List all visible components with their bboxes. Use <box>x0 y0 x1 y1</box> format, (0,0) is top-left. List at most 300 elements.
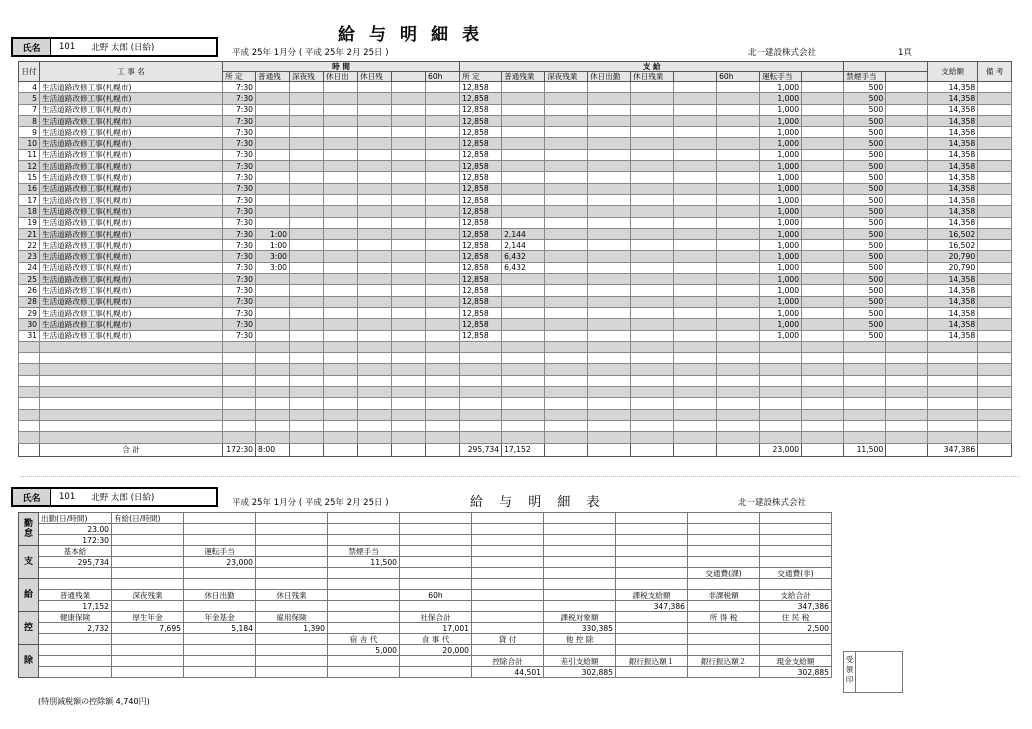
deduction-total-header: 控除合計 <box>472 656 544 667</box>
total-pay-sum: 347,386 <box>928 443 978 456</box>
pay-base-header: 基本給 <box>39 546 112 557</box>
row-p-futsu <box>502 330 545 341</box>
table-row <box>19 93 1012 104</box>
row-day: 5 <box>19 93 40 104</box>
row-p-futsu <box>502 194 545 205</box>
row-total: 14,358 <box>928 330 978 341</box>
empty-row <box>19 375 1012 386</box>
row-t-shotei: 7:30 <box>223 183 256 194</box>
row-p-kinen: 500 <box>844 285 886 296</box>
company-name: 北一建設株式会社 <box>748 48 817 58</box>
row-t-shotei: 7:30 <box>223 115 256 126</box>
row-p-kinen: 500 <box>844 194 886 205</box>
row-p-futsu <box>502 93 545 104</box>
table-row <box>19 228 1012 239</box>
row-p-unten: 1,000 <box>760 82 802 93</box>
dorm-fee-value: 5,000 <box>328 645 400 656</box>
pay-total-value: 347,386 <box>760 601 832 612</box>
row-p-unten: 1,000 <box>760 274 802 285</box>
row-total: 14,358 <box>928 194 978 205</box>
health-insurance-header: 健康保険 <box>39 612 112 623</box>
row-p-futsu <box>502 138 545 149</box>
row-p-kinen: 500 <box>844 172 886 183</box>
row-p-kinen: 500 <box>844 274 886 285</box>
pension-header: 厚生年金 <box>112 612 184 623</box>
receipt-stamp-box <box>843 651 903 693</box>
row-p-futsu <box>502 161 545 172</box>
row-work: 生活道路改修工事(札幌市) <box>40 285 223 296</box>
taxable-base-value: 330,385 <box>544 623 616 634</box>
table-row <box>19 149 1012 160</box>
row-work: 生活道路改修工事(札幌市) <box>40 194 223 205</box>
table-row <box>19 138 1012 149</box>
row-p-shotei: 12,858 <box>460 82 502 93</box>
row-p-kinen: 500 <box>844 262 886 273</box>
header-p-unten: 運転手当 <box>760 72 802 82</box>
row-t-shotei: 7:30 <box>223 206 256 217</box>
row-p-futsu <box>502 319 545 330</box>
row-p-kinen: 500 <box>844 93 886 104</box>
header-p-futsu: 普通残業 <box>502 72 545 82</box>
row-work: 生活道路改修工事(札幌市) <box>40 104 223 115</box>
summary-name-label: 氏名 <box>13 489 51 505</box>
row-p-shotei: 12,858 <box>460 172 502 183</box>
row-t-shotei: 7:30 <box>223 262 256 273</box>
empty-row <box>19 432 1012 443</box>
dorm-fee-header: 宿 舎 代 <box>328 634 400 645</box>
row-p-shotei: 12,858 <box>460 115 502 126</box>
bank-transfer-2-header: 銀行振込額２ <box>688 656 760 667</box>
pay-base-value: 295,734 <box>39 557 112 568</box>
row-p-shotei: 12,858 <box>460 240 502 251</box>
row-p-kinen: 500 <box>844 307 886 318</box>
row-t-futsu <box>256 115 290 126</box>
row-p-unten: 1,000 <box>760 161 802 172</box>
table-row <box>19 82 1012 93</box>
row-total: 16,502 <box>928 240 978 251</box>
row-total: 20,790 <box>928 262 978 273</box>
row-p-futsu <box>502 115 545 126</box>
row-work: 生活道路改修工事(札幌市) <box>40 183 223 194</box>
net-pay-value: 302,885 <box>544 667 616 678</box>
empty-row <box>19 364 1012 375</box>
row-p-futsu: 2,144 <box>502 240 545 251</box>
row-p-futsu <box>502 217 545 228</box>
summary-employee-name: 北野 太郎 (日給) <box>91 493 155 503</box>
row-work: 生活道路改修工事(札幌市) <box>40 161 223 172</box>
row-t-shotei: 7:30 <box>223 149 256 160</box>
row-p-shotei: 12,858 <box>460 127 502 138</box>
row-t-shotei: 7:30 <box>223 240 256 251</box>
row-p-kinen: 500 <box>844 183 886 194</box>
resident-tax-header: 住 民 税 <box>760 612 832 623</box>
header-p-shinya: 深夜残業 <box>545 72 588 82</box>
row-p-unten: 1,000 <box>760 262 802 273</box>
row-p-shotei: 12,858 <box>460 285 502 296</box>
transport-taxable-header: 交通費(課) <box>688 568 760 579</box>
meal-fee-header: 食 事 代 <box>400 634 472 645</box>
row-t-futsu <box>256 93 290 104</box>
row-p-shotei: 12,858 <box>460 262 502 273</box>
summary-company-name: 北一建設株式会社 <box>738 498 807 508</box>
page-number: 1頁 <box>898 48 912 58</box>
row-p-kinen: 500 <box>844 319 886 330</box>
table-row <box>19 183 1012 194</box>
row-p-futsu <box>502 296 545 307</box>
employment-insurance-header: 雇用保険 <box>256 612 328 623</box>
overtime-header: 普通残業 <box>39 590 112 601</box>
table-row <box>19 115 1012 126</box>
row-total: 14,358 <box>928 274 978 285</box>
sixty-hour-header: 60h <box>400 590 472 601</box>
row-total: 14,358 <box>928 149 978 160</box>
table-row <box>19 285 1012 296</box>
row-p-kinen: 500 <box>844 330 886 341</box>
row-work: 生活道路改修工事(札幌市) <box>40 296 223 307</box>
row-day: 30 <box>19 319 40 330</box>
row-total: 14,358 <box>928 172 978 183</box>
row-p-futsu <box>502 82 545 93</box>
summary-pay-period: 平成 25年 1月分 ( 平成 25年 2月 25日 ) <box>232 498 389 508</box>
row-day: 31 <box>19 330 40 341</box>
row-t-futsu <box>256 217 290 228</box>
row-p-futsu <box>502 274 545 285</box>
row-p-unten: 1,000 <box>760 149 802 160</box>
pension-value: 7,695 <box>112 623 184 634</box>
pay-total-header: 支給合計 <box>760 590 832 601</box>
footnote: (特別減税額の控除額 4,740円) <box>38 697 150 706</box>
separator <box>20 476 1020 477</box>
row-t-shotei: 7:30 <box>223 319 256 330</box>
summary-name-box <box>11 487 218 507</box>
bank-transfer-1-header: 銀行振込額１ <box>616 656 688 667</box>
name-label: 氏名 <box>13 39 51 55</box>
row-total: 14,358 <box>928 82 978 93</box>
row-p-futsu <box>502 206 545 217</box>
row-p-unten: 1,000 <box>760 93 802 104</box>
header-p-kyuzan: 休日残業 <box>631 72 674 82</box>
net-pay-header: 差引支給額 <box>544 656 616 667</box>
row-total: 14,358 <box>928 138 978 149</box>
row-day: 8 <box>19 115 40 126</box>
meal-fee-value: 20,000 <box>400 645 472 656</box>
row-t-shotei: 7:30 <box>223 82 256 93</box>
header-time-group: 時 間 <box>223 62 460 72</box>
header-t-shotei: 所 定 <box>223 72 256 82</box>
row-p-futsu <box>502 285 545 296</box>
overtime-value: 17,152 <box>39 601 112 612</box>
header-t-60h: 60h <box>426 72 460 82</box>
row-total: 14,358 <box>928 161 978 172</box>
employee-number: 101 <box>59 42 76 52</box>
taxable-pay-value: 347,386 <box>616 601 688 612</box>
row-p-futsu: 2,144 <box>502 228 545 239</box>
row-t-futsu <box>256 319 290 330</box>
resident-tax-value: 2,500 <box>760 623 832 634</box>
row-p-kinen: 500 <box>844 217 886 228</box>
row-t-futsu <box>256 149 290 160</box>
pay-section-label-top: 支 <box>19 546 39 579</box>
row-day: 19 <box>19 217 40 228</box>
row-t-futsu <box>256 82 290 93</box>
row-p-unten: 1,000 <box>760 104 802 115</box>
attendance-work-header: 出勤(日/時間) <box>39 513 112 524</box>
row-t-futsu <box>256 127 290 138</box>
row-day: 16 <box>19 183 40 194</box>
row-t-futsu <box>256 104 290 115</box>
empty-row <box>19 398 1012 409</box>
total-p-kinen: 11,500 <box>844 443 886 456</box>
table-row <box>19 217 1012 228</box>
header-t-kyujitsu: 休日出 <box>324 72 358 82</box>
row-work: 生活道路改修工事(札幌市) <box>40 82 223 93</box>
table-row <box>19 161 1012 172</box>
summary-title: 給 与 明 細 表 <box>470 495 606 510</box>
row-p-shotei: 12,858 <box>460 330 502 341</box>
row-p-unten: 1,000 <box>760 138 802 149</box>
row-t-shotei: 7:30 <box>223 217 256 228</box>
row-p-kinen: 500 <box>844 251 886 262</box>
row-t-shotei: 7:30 <box>223 172 256 183</box>
table-row <box>19 319 1012 330</box>
row-t-shotei: 7:30 <box>223 127 256 138</box>
total-p-futsu: 17,152 <box>502 443 545 456</box>
other-deduction-header: 他 控 除 <box>544 634 616 645</box>
table-row <box>19 240 1012 251</box>
row-day: 26 <box>19 285 40 296</box>
empty-row <box>19 409 1012 420</box>
table-row <box>19 307 1012 318</box>
row-t-futsu <box>256 172 290 183</box>
row-p-unten: 1,000 <box>760 307 802 318</box>
header-total-pay: 支給額 <box>928 62 978 82</box>
total-t-futsu: 8:00 <box>256 443 290 456</box>
row-p-shotei: 12,858 <box>460 183 502 194</box>
row-p-shotei: 12,858 <box>460 149 502 160</box>
row-t-shotei: 7:30 <box>223 104 256 115</box>
row-work: 生活道路改修工事(札幌市) <box>40 319 223 330</box>
row-work: 生活道路改修工事(札幌市) <box>40 115 223 126</box>
row-p-futsu <box>502 183 545 194</box>
row-t-shotei: 7:30 <box>223 296 256 307</box>
row-p-futsu: 6,432 <box>502 251 545 262</box>
row-t-futsu <box>256 330 290 341</box>
row-p-shotei: 12,858 <box>460 274 502 285</box>
row-t-shotei: 7:30 <box>223 274 256 285</box>
row-p-shotei: 12,858 <box>460 194 502 205</box>
attendance-days: 23.00 <box>39 524 112 535</box>
health-insurance-value: 2,732 <box>39 623 112 634</box>
row-day: 23 <box>19 251 40 262</box>
receipt-stamp-label: 受領印 <box>844 652 856 692</box>
attendance-hours: 172:30 <box>39 535 112 546</box>
table-row <box>19 262 1012 273</box>
employee-name-box <box>11 37 218 57</box>
row-t-shotei: 7:30 <box>223 138 256 149</box>
row-work: 生活道路改修工事(札幌市) <box>40 127 223 138</box>
row-day: 12 <box>19 161 40 172</box>
night-overtime-header: 深夜残業 <box>112 590 184 601</box>
pay-unten-header: 運転手当 <box>184 546 256 557</box>
attendance-leave-header: 有給(日/時間) <box>112 513 184 524</box>
row-t-futsu <box>256 194 290 205</box>
taxable-pay-header: 課税支給額 <box>616 590 688 601</box>
row-p-unten: 1,000 <box>760 206 802 217</box>
row-p-shotei: 12,858 <box>460 217 502 228</box>
pay-unten-value: 23,000 <box>184 557 256 568</box>
row-t-shotei: 7:30 <box>223 161 256 172</box>
row-p-unten: 1,000 <box>760 115 802 126</box>
row-t-futsu: 1:00 <box>256 228 290 239</box>
row-p-kinen: 500 <box>844 127 886 138</box>
row-p-kinen: 500 <box>844 115 886 126</box>
row-total: 14,358 <box>928 115 978 126</box>
row-total: 14,358 <box>928 183 978 194</box>
total-t-shotei: 172:30 <box>223 443 256 456</box>
taxable-base-header: 課税対象額 <box>544 612 616 623</box>
empty-row <box>19 341 1012 352</box>
row-day: 17 <box>19 194 40 205</box>
row-day: 15 <box>19 172 40 183</box>
row-p-kinen: 500 <box>844 138 886 149</box>
row-p-kinen: 500 <box>844 149 886 160</box>
row-total: 14,358 <box>928 93 978 104</box>
header-work: 工 事 名 <box>40 62 223 82</box>
row-work: 生活道路改修工事(札幌市) <box>40 330 223 341</box>
row-day: 24 <box>19 262 40 273</box>
row-p-unten: 1,000 <box>760 172 802 183</box>
row-total: 20,790 <box>928 251 978 262</box>
row-p-shotei: 12,858 <box>460 319 502 330</box>
row-work: 生活道路改修工事(札幌市) <box>40 228 223 239</box>
header-p-shotei: 所 定 <box>460 72 502 82</box>
row-p-unten: 1,000 <box>760 240 802 251</box>
header-t-futsu: 普通残 <box>256 72 290 82</box>
table-row <box>19 296 1012 307</box>
pay-section-label-bottom: 給 <box>19 579 39 612</box>
row-p-futsu <box>502 104 545 115</box>
loan-header: 貸 付 <box>472 634 544 645</box>
row-t-shotei: 7:30 <box>223 307 256 318</box>
row-p-shotei: 12,858 <box>460 93 502 104</box>
social-insurance-total-value: 17,001 <box>400 623 472 634</box>
row-p-unten: 1,000 <box>760 285 802 296</box>
pay-kinen-header: 禁煙手当 <box>328 546 400 557</box>
header-t-kyuzan: 休日残 <box>358 72 392 82</box>
row-day: 7 <box>19 104 40 115</box>
row-total: 14,358 <box>928 127 978 138</box>
row-t-futsu <box>256 285 290 296</box>
holiday-overtime-header: 休日残業 <box>256 590 328 601</box>
row-total: 14,358 <box>928 307 978 318</box>
employment-insurance-value: 1,390 <box>256 623 328 634</box>
pension-fund-header: 年金基金 <box>184 612 256 623</box>
row-p-shotei: 12,858 <box>460 307 502 318</box>
row-p-kinen: 500 <box>844 240 886 251</box>
page-title: 給与明細表 <box>338 25 493 45</box>
row-work: 生活道路改修工事(札幌市) <box>40 138 223 149</box>
row-day: 4 <box>19 82 40 93</box>
row-p-shotei: 12,858 <box>460 251 502 262</box>
empty-row <box>19 387 1012 398</box>
row-work: 生活道路改修工事(札幌市) <box>40 262 223 273</box>
nontaxable-header: 非課税額 <box>688 590 760 601</box>
row-day: 25 <box>19 274 40 285</box>
row-day: 11 <box>19 149 40 160</box>
table-row <box>19 194 1012 205</box>
row-total: 14,358 <box>928 104 978 115</box>
row-p-kinen: 500 <box>844 296 886 307</box>
row-p-futsu <box>502 149 545 160</box>
row-p-unten: 1,000 <box>760 183 802 194</box>
row-t-futsu <box>256 296 290 307</box>
detail-table <box>18 61 1012 457</box>
row-p-unten: 1,000 <box>760 251 802 262</box>
income-tax-header: 所 得 税 <box>688 612 760 623</box>
row-p-futsu <box>502 172 545 183</box>
summary-table <box>18 512 832 678</box>
row-t-futsu: 3:00 <box>256 262 290 273</box>
deduct-section-label-top: 控 <box>19 612 39 645</box>
cash-pay-value: 302,885 <box>760 667 832 678</box>
row-t-futsu: 3:00 <box>256 251 290 262</box>
row-p-unten: 1,000 <box>760 296 802 307</box>
row-p-unten: 1,000 <box>760 319 802 330</box>
row-t-shotei: 7:30 <box>223 228 256 239</box>
row-p-kinen: 500 <box>844 82 886 93</box>
row-p-futsu: 6,432 <box>502 262 545 273</box>
row-total: 16,502 <box>928 228 978 239</box>
row-p-unten: 1,000 <box>760 194 802 205</box>
header-note: 備 考 <box>978 62 1012 82</box>
transport-nontaxable-header: 交通費(非) <box>760 568 832 579</box>
empty-row <box>19 353 1012 364</box>
header-p-kyujitsu: 休日出勤 <box>588 72 631 82</box>
row-work: 生活道路改修工事(札幌市) <box>40 206 223 217</box>
row-t-shotei: 7:30 <box>223 93 256 104</box>
summary-employee-number: 101 <box>59 492 76 502</box>
row-p-unten: 1,000 <box>760 228 802 239</box>
row-total: 14,358 <box>928 285 978 296</box>
table-row <box>19 172 1012 183</box>
row-t-futsu: 1:00 <box>256 240 290 251</box>
row-work: 生活道路改修工事(札幌市) <box>40 307 223 318</box>
row-t-futsu <box>256 274 290 285</box>
row-p-kinen: 500 <box>844 206 886 217</box>
row-t-futsu <box>256 161 290 172</box>
row-day: 28 <box>19 296 40 307</box>
row-work: 生活道路改修工事(札幌市) <box>40 217 223 228</box>
row-total: 14,358 <box>928 206 978 217</box>
social-insurance-total-header: 社保合計 <box>400 612 472 623</box>
row-total: 14,358 <box>928 319 978 330</box>
header-p-60h: 60h <box>717 72 760 82</box>
row-work: 生活道路改修工事(札幌市) <box>40 172 223 183</box>
table-row <box>19 206 1012 217</box>
header-t-shinya: 深夜残 <box>290 72 324 82</box>
row-work: 生活道路改修工事(札幌市) <box>40 274 223 285</box>
row-day: 18 <box>19 206 40 217</box>
row-day: 9 <box>19 127 40 138</box>
row-p-shotei: 12,858 <box>460 104 502 115</box>
row-work: 生活道路改修工事(札幌市) <box>40 240 223 251</box>
employee-name: 北野 太郎 (日給) <box>91 43 155 53</box>
row-t-futsu <box>256 138 290 149</box>
row-p-shotei: 12,858 <box>460 138 502 149</box>
row-p-kinen: 500 <box>844 228 886 239</box>
row-day: 29 <box>19 307 40 318</box>
row-t-shotei: 7:30 <box>223 251 256 262</box>
